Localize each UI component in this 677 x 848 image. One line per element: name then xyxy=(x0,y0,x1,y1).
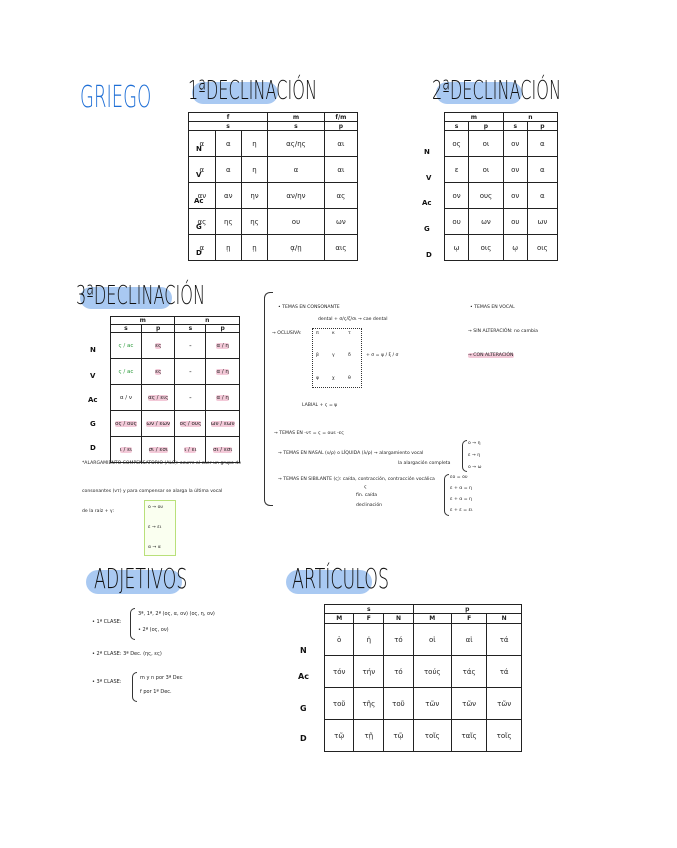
cell: ου xyxy=(445,209,469,235)
d2-table xyxy=(444,112,558,261)
cell: α xyxy=(215,131,241,157)
cell: α xyxy=(189,131,216,157)
small-brace xyxy=(132,672,137,702)
cell: τῶν xyxy=(451,688,486,720)
cell: οις xyxy=(527,235,557,261)
d3-row-label: D xyxy=(90,444,96,452)
grid-letter: φ xyxy=(316,376,320,381)
contraction: εο = ου xyxy=(450,475,468,480)
cell: τοῖς xyxy=(487,720,522,752)
cell: ων xyxy=(469,209,504,235)
contraction: ε + ε = ει xyxy=(450,508,473,513)
cell: ος / ους xyxy=(111,411,142,437)
small-brace xyxy=(444,474,449,516)
sibilante-sub: declinación xyxy=(356,503,383,508)
sibilante-sub: fin. caída xyxy=(356,493,378,498)
cell: ῃ xyxy=(241,235,267,261)
d1-row-label: G xyxy=(196,223,202,231)
d1-head-f: f xyxy=(189,113,268,122)
d2-row-label: G xyxy=(424,225,430,233)
cell: α xyxy=(527,183,557,209)
cell: οι xyxy=(469,131,504,157)
d1-row-label: Ac xyxy=(194,197,204,205)
d3-sub: p xyxy=(141,325,175,333)
small-brace xyxy=(130,608,135,640)
cell: ι / ει xyxy=(175,437,206,463)
theme-sin-alteracion: → SIN ALTERACIÓN: no cambia xyxy=(468,329,538,334)
cell: η xyxy=(241,131,267,157)
cell: ους xyxy=(469,183,504,209)
d3-sub: p xyxy=(206,325,240,333)
cell: αν xyxy=(189,183,216,209)
d3-sub: s xyxy=(175,325,206,333)
cell: τούς xyxy=(413,656,451,688)
contraction: ε + α = η xyxy=(450,497,472,502)
small-brace xyxy=(462,440,467,472)
adj-clase-3b: f por 1ª Dec. xyxy=(140,689,172,695)
cell: ων xyxy=(527,209,557,235)
adj-clase-2: • 2ª CLASE: 3ª Dec. (ης, ες) xyxy=(92,651,162,657)
sibilante-sub: ς xyxy=(364,485,367,490)
cell: - xyxy=(175,385,206,411)
art-sub: N xyxy=(384,614,413,624)
cell: οις xyxy=(469,235,504,261)
cell: αις xyxy=(324,235,357,261)
cell: τῆς xyxy=(354,688,384,720)
art-sub: F xyxy=(354,614,384,624)
cell: τήν xyxy=(354,656,384,688)
d3-head-n: n xyxy=(175,317,240,325)
theme-oclusiva: → OCLUSIVA: xyxy=(272,331,302,336)
cell: αν/ην xyxy=(268,183,325,209)
d2-title: 2ªDECLINACIÓN xyxy=(432,76,562,106)
adjetivos-title: ADJETIVOS xyxy=(94,562,188,595)
adj-clase-1: • 1ª CLASE: xyxy=(92,619,122,625)
cell: ες xyxy=(141,333,175,359)
contraction: ε + α = η xyxy=(450,486,472,491)
grid-letter: θ xyxy=(348,376,351,381)
art-row-label: Ac xyxy=(298,672,309,681)
cell: οἱ xyxy=(413,624,451,656)
grid-letter: δ xyxy=(348,353,351,358)
cell: ας xyxy=(189,209,216,235)
art-head-p: p xyxy=(413,605,521,614)
cell: α xyxy=(268,157,325,183)
cell: α xyxy=(527,157,557,183)
theme-nasal: → TEMAS EN NASAL (ν/ρ) o LÍQUIDA (λ/ρ) → alargamiento vocal xyxy=(278,451,424,456)
d1-sub-3: p xyxy=(324,122,357,131)
cell: αἱ xyxy=(451,624,486,656)
d2-head-n: n xyxy=(503,113,557,122)
cell: α / η xyxy=(206,333,240,359)
cell: ῃ xyxy=(215,235,241,261)
d2-row-label: Ac xyxy=(422,199,432,207)
d1-row-label: D xyxy=(196,249,202,257)
d3-row-label: V xyxy=(90,372,96,380)
cell: τά xyxy=(487,656,522,688)
d1-sub-1: s xyxy=(189,122,268,131)
art-sub: M xyxy=(413,614,451,624)
d2-row-label: D xyxy=(426,251,432,259)
cell: ας xyxy=(324,183,357,209)
cell: - xyxy=(175,333,206,359)
cell: ης xyxy=(241,209,267,235)
articulos-table xyxy=(324,604,522,752)
box-item: α → α xyxy=(148,545,161,550)
d3-title: 3ªDECLINACIÓN xyxy=(76,281,206,311)
d2-row-label: V xyxy=(426,174,432,182)
cell: ου xyxy=(503,209,527,235)
theme-labial: LABIAL + ς = ψ xyxy=(302,403,338,408)
big-brace xyxy=(264,292,273,506)
art-row-label: D xyxy=(300,734,307,743)
art-row-label: N xyxy=(300,646,307,655)
d1-head-m: m xyxy=(268,113,325,122)
cell: τά xyxy=(487,624,522,656)
grid-letter: χ xyxy=(332,376,335,381)
art-sub: F xyxy=(451,614,486,624)
adj-clase-3: • 3ª CLASE: xyxy=(92,679,122,685)
d3-footnote: *ALARGAMIENTO COMPENSATORIO (ALC): ocurre al caer un grupo de xyxy=(82,461,242,466)
d3-footnote: de la raíz + γ: xyxy=(82,509,115,514)
cell: ου xyxy=(268,209,325,235)
cell: ε xyxy=(445,157,469,183)
adj-clase-1a: 3ª, 1ª, 2ª (ος, α, ον) (ος, η, ον) xyxy=(138,611,215,617)
d3-footnote: consonantes (ντ) y para compensar se alarga la última vocal xyxy=(82,489,223,494)
vowel-change: ο → η xyxy=(468,441,481,446)
d2-head-m: m xyxy=(445,113,504,122)
cell: τοῦ xyxy=(325,688,354,720)
adj-clase-3a: m y n por 3ª Dec xyxy=(140,675,183,681)
d1-head-fm: f/m xyxy=(324,113,357,122)
cell: σι / εσι xyxy=(206,437,240,463)
grid-letter: β xyxy=(316,353,319,358)
d3-row-label: G xyxy=(90,420,96,428)
cell: ες xyxy=(141,359,175,385)
art-head-s: s xyxy=(325,605,414,614)
theme-consonante: • TEMAS EN CONSONANTE xyxy=(278,305,340,310)
theme-vocal: • TEMAS EN VOCAL xyxy=(470,305,515,310)
cell: τῶν xyxy=(487,688,522,720)
cell: ην xyxy=(241,183,267,209)
grid-letter: π xyxy=(316,331,319,336)
cell: α xyxy=(215,157,241,183)
d1-row-label: N xyxy=(196,145,202,153)
vowel-change: ο → ω xyxy=(468,465,482,470)
cell: α xyxy=(527,131,557,157)
cell: τό xyxy=(384,624,413,656)
cell: σι / εσι xyxy=(141,437,175,463)
cell: - xyxy=(175,359,206,385)
vowel-change: ε → η xyxy=(468,453,481,458)
cell: ον xyxy=(503,131,527,157)
oclusiva-grid xyxy=(312,328,362,388)
cell: ῳ xyxy=(445,235,469,261)
theme-nasal-sub: la alargación completa xyxy=(398,461,451,466)
cell: η xyxy=(241,157,267,183)
cell: α / η xyxy=(206,385,240,411)
cell: ης xyxy=(215,209,241,235)
theme-con-alteracion: → CON ALTERACIÓN xyxy=(468,353,514,358)
theme-dental: dental + σ/ς/ζ/σι → cae dental xyxy=(318,317,388,322)
art-sub: N xyxy=(487,614,522,624)
cell: τῷ xyxy=(325,720,354,752)
cell: ῳ xyxy=(503,235,527,261)
cell: τῇ xyxy=(354,720,384,752)
page-title: GRIEGO xyxy=(80,80,152,115)
grid-letter: γ xyxy=(332,353,335,358)
cell: ταῖς xyxy=(451,720,486,752)
cell: ον xyxy=(503,157,527,183)
cell: αι xyxy=(324,157,357,183)
cell: ας/ης xyxy=(268,131,325,157)
cell: ων / εων xyxy=(141,411,175,437)
d2-sub: p xyxy=(469,122,504,131)
d1-row-label: V xyxy=(196,171,202,179)
d2-sub: p xyxy=(527,122,557,131)
cell: αν xyxy=(215,183,241,209)
cell: ον xyxy=(503,183,527,209)
cell: τάς xyxy=(451,656,486,688)
d3-head-m: m xyxy=(111,317,175,325)
grid-letter: κ xyxy=(332,331,335,336)
cell: τοῖς xyxy=(413,720,451,752)
cell: α / ν xyxy=(111,385,142,411)
art-row-label: G xyxy=(300,704,307,713)
cell: αι xyxy=(324,131,357,157)
cell: ων xyxy=(324,209,357,235)
cell: ᾳ/ῃ xyxy=(268,235,325,261)
cell: ᾳ xyxy=(189,235,216,261)
cell: τῷ xyxy=(384,720,413,752)
cell: τόν xyxy=(325,656,354,688)
theme-sibilante: → TEMAS EN SIBILANTE (ς): caída, contracción, contracción vocálica xyxy=(278,477,435,482)
d2-sub: s xyxy=(445,122,469,131)
art-sub: M xyxy=(325,614,354,624)
adj-clase-1b: • 2ª (ος, ον) xyxy=(138,627,169,633)
box-item: ο → ου xyxy=(148,505,164,510)
d1-title: 1ªDECLINACIÓN xyxy=(188,76,318,106)
articulos-title: ARTÍCULOS xyxy=(292,562,389,595)
box-item: ε → ει xyxy=(148,525,162,530)
d2-sub: s xyxy=(503,122,527,131)
d3-row-label: N xyxy=(90,346,96,354)
d1-table xyxy=(188,112,358,261)
cell: τῶν xyxy=(413,688,451,720)
d2-row-label: N xyxy=(424,148,430,156)
cell: ς / ac xyxy=(111,333,142,359)
cell: ας / εις xyxy=(141,385,175,411)
d1-sub-2: s xyxy=(268,122,325,131)
cell: ος xyxy=(445,131,469,157)
cell: ι / ει xyxy=(111,437,142,463)
cell: α / η xyxy=(206,359,240,385)
grid-letter: τ xyxy=(348,331,351,336)
cell: ὁ xyxy=(325,624,354,656)
cell: ος / ους xyxy=(175,411,206,437)
theme-oclusiva-sigma: + σ = ψ / ξ / σ xyxy=(366,353,399,358)
cell: α xyxy=(189,157,216,183)
cell: τοῦ xyxy=(384,688,413,720)
theme-nt: → TEMAS EN -ντ = ς = ous -ες xyxy=(274,431,344,436)
cell: ἡ xyxy=(354,624,384,656)
d3-sub: s xyxy=(111,325,142,333)
cell: τό xyxy=(384,656,413,688)
cell: οι xyxy=(469,157,504,183)
d3-table xyxy=(110,316,240,463)
cell: ον xyxy=(445,183,469,209)
cell: ων / εων xyxy=(206,411,240,437)
cell: ς / ac xyxy=(111,359,142,385)
d3-row-label: Ac xyxy=(88,396,98,404)
